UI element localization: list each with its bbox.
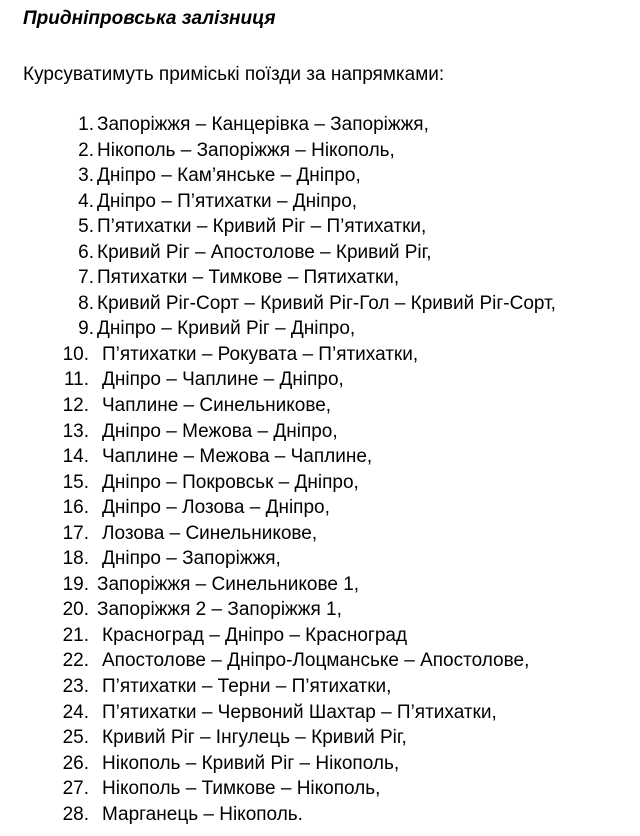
intro-text: Курсуватимуть приміські поїзди за напрямками: <box>23 64 445 85</box>
list-item-number: 12. <box>62 395 89 417</box>
list-item-number: 16. <box>62 497 89 519</box>
list-item-text: П’ятихатки – Терни – П’ятихатки, <box>102 676 392 698</box>
list-item-text: Дніпро – Кривий Ріг – Дніпро, <box>97 318 356 340</box>
list-item-text: Лозова – Синельникове, <box>102 522 318 544</box>
list-item-number: 3. <box>78 165 94 187</box>
list-item-number: 9. <box>78 318 94 340</box>
list-item-text: Запоріжжя 2 – Запоріжжя 1, <box>97 599 342 621</box>
list-item-text: Кривий Ріг-Сорт – Кривий Ріг-Гол – Кривий Ріг-Сорт, <box>97 292 556 314</box>
list-item-number: 10. <box>62 343 89 365</box>
list-item-number: 8. <box>78 292 94 314</box>
document-title: Придніпровська залізниця <box>23 8 276 29</box>
list-item-text: Дніпро – Кам’янське – Дніпро, <box>97 165 361 187</box>
list-item-text: Нікополь – Кривий Ріг – Нікополь, <box>102 752 400 774</box>
list-item-number: 14. <box>62 446 89 468</box>
list-item-number: 11. <box>63 369 89 391</box>
list-item-text: Чаплине – Синельникове, <box>102 395 332 417</box>
list-item-number: 6. <box>78 241 94 263</box>
list-item-text: Кривий Ріг – Інгулець – Кривий Ріг, <box>102 727 407 749</box>
list-item-text: П’ятихатки – Червоний Шахтар – П’ятихатки, <box>102 701 497 723</box>
list-item-text: Нікополь – Запоріжжя – Нікополь, <box>97 139 395 161</box>
list-item-text: Кривий Ріг – Апостолове – Кривий Ріг, <box>97 241 432 263</box>
list-item-text: Дніпро – П’ятихатки – Дніпро, <box>97 190 358 212</box>
list-item-number: 27. <box>62 778 89 800</box>
list-item-text: Дніпро – Межова – Дніпро, <box>102 420 338 442</box>
list-item-text: Запоріжжя – Синельникове 1, <box>97 573 360 595</box>
list-item-number: 22. <box>62 650 89 672</box>
list-item-number: 18. <box>62 548 89 570</box>
list-item-text: Дніпро – Покровськ – Дніпро, <box>102 471 359 493</box>
list-item-text: Запоріжжя – Канцерівка – Запоріжжя, <box>97 114 429 135</box>
list-item-number: 25. <box>62 727 89 749</box>
list-item-number: 2. <box>78 139 94 161</box>
list-item-number: 24. <box>62 701 89 723</box>
list-item-number: 23. <box>62 676 89 698</box>
list-item-text: Дніпро – Чаплине – Дніпро, <box>102 369 344 391</box>
list-item-text: Апостолове – Дніпро-Лоцманське – Апостолове, <box>102 650 530 672</box>
list-item-text: Нікополь – Тимкове – Нікополь, <box>102 778 381 800</box>
list-item-number: 4. <box>78 190 94 212</box>
list-item-number: 13. <box>62 420 89 442</box>
list-item-number: 1. <box>78 114 94 135</box>
list-item-number: 15. <box>62 471 89 493</box>
list-item-text: Марганець – Нікополь. <box>102 803 303 825</box>
list-item-number: 26. <box>62 752 89 774</box>
list-item-number: 5. <box>78 216 94 238</box>
list-item-text: Красноград – Дніпро – Красноград <box>102 624 408 646</box>
list-item-text: Дніпро – Запоріжжя, <box>102 548 281 570</box>
list-item-number: 7. <box>78 267 94 289</box>
list-item-number: 17. <box>62 522 89 544</box>
list-item-number: 21. <box>62 624 89 646</box>
list-item-text: Пятихатки – Тимкове – Пятихатки, <box>97 267 400 289</box>
list-item-number: 20. <box>62 599 89 621</box>
list-item-text: П’ятихатки – Рокувата – П’ятихатки, <box>102 343 419 365</box>
list-item-text: П’ятихатки – Кривий Ріг – П’ятихатки, <box>97 216 427 238</box>
list-item-text: Дніпро – Лозова – Дніпро, <box>102 497 330 519</box>
list-item-number: 19. <box>62 573 89 595</box>
list-item-text: Чаплине – Межова – Чаплине, <box>102 446 373 468</box>
list-item-number: 28. <box>62 803 89 825</box>
